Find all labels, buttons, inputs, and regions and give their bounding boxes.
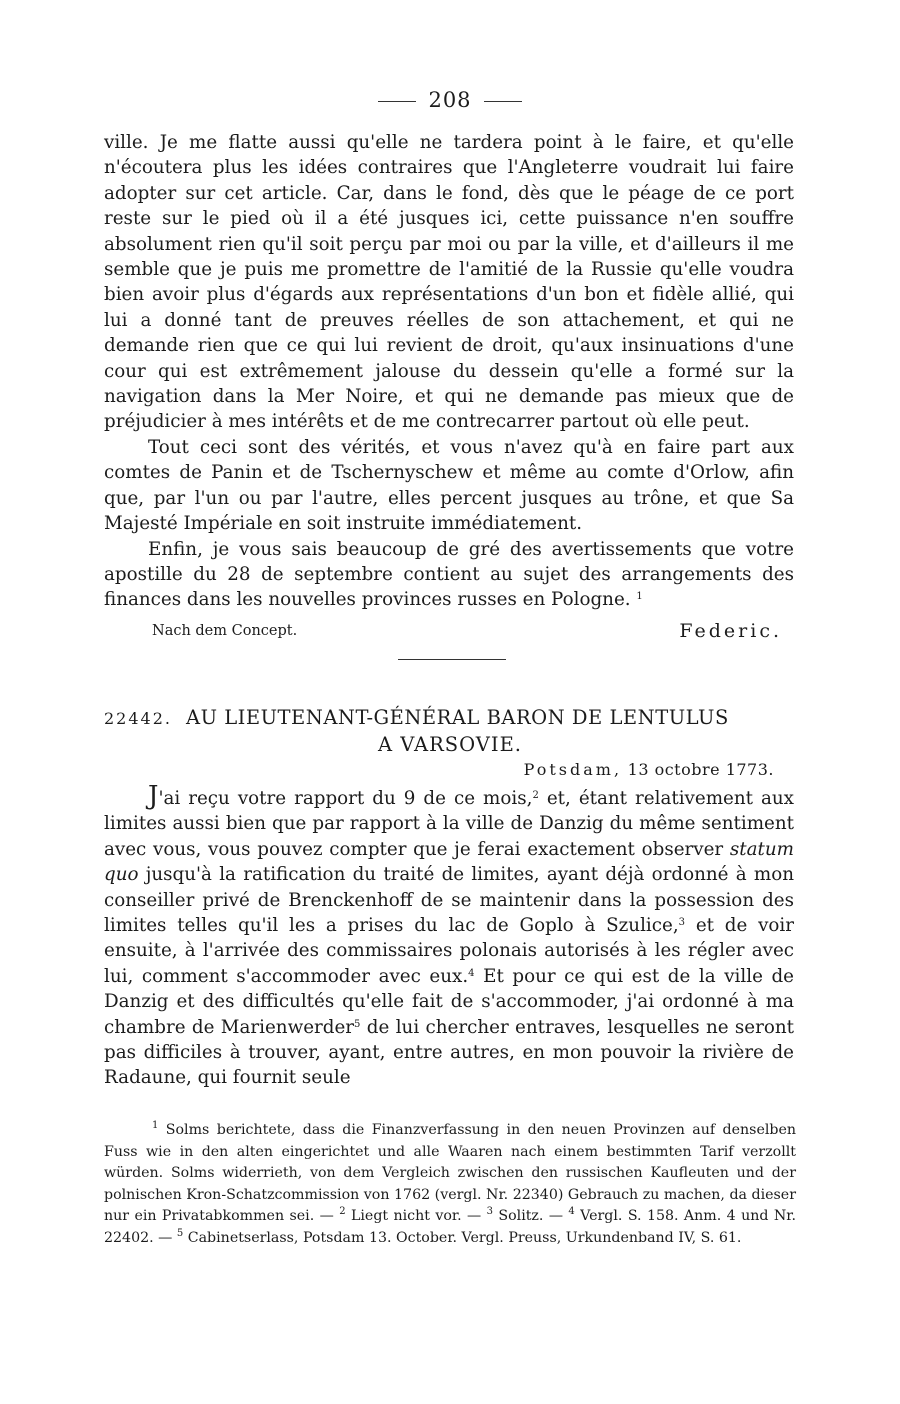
footnote-paragraph [104, 1120, 796, 1249]
recipient-line-1: AU LIEUTENANT-GÉNÉRAL BARON DE LENTULUS [185, 706, 729, 729]
text-run: 'ai reçu votre rapport du 9 de ce mois, [158, 788, 533, 809]
text-run: et, étant relativement aux limites aussi bien que par rapport à la ville de Danzig du même sentiment avec vous, vous pouvez compter que je ferai exactement observer [104, 788, 794, 860]
footnote-text: Cabinetserlass, Potsdam 13. October. Vergl. Preuss, Urkundenband IV, S. 61. [183, 1229, 742, 1246]
previous-letter-continuation [104, 130, 794, 613]
letter-heading [104, 706, 796, 756]
footnote-text: Liegt nicht vor. — [345, 1208, 487, 1224]
letter-body [104, 781, 794, 1091]
text-run: et de voir ensuite, à l'arrivée des commissaires polonais autorisés à les régler avec lui, comment s'accommoder avec eux. [104, 915, 794, 987]
paragraph: ville. Je me flatte aussi qu'elle ne tardera point à le faire, et qu'elle n'écoutera plus les idées contraires que l'Angleterre voudrait lui faire adopter sur cet article. Car, dans le fond, dès que le péage de ce port reste sur le pied où il a été jusques ici, cette puissance n'en souffre absolument rien qu'il soit perçu par moi ou par la ville, et d'ailleurs il me semble que je puis me promettre de l'amitié de la Russie qu'elle voudra bien avoir plus d'égards aux représentations d'un bon et fidèle allié, qui lui a donné tant de preuves réelles de son attachement, et qui ne demande rien que ce qui lui revient de droit, qu'aux insinuations d'une cour qui est extrêmement jalouse du dessein qu'elle a formé sur la navigation dans la Mer Noire, et qui ne demande pas mieux que de préjudicier à mes intérêts et de me contrecarrer partout où elle peut. [104, 132, 794, 433]
footnote-marker: 3 [678, 917, 686, 929]
initial-letter: J [148, 781, 159, 811]
signature: Federic. [679, 620, 782, 642]
header-dash-right [484, 101, 522, 102]
paragraph-text: Enfin, je vous sais beaucoup de gré des avertissements que votre apostille du 28 de septembre contient au sujet des arrangements des finances dans les nouvelles provinces russes en Pologne. [104, 538, 794, 611]
header-dash-left [378, 101, 416, 102]
text-run: jusqu'à la ratification du traité de limites, ayant déjà ordonné à mon conseiller privé de Brenckenhoff de se maintenir dans la possession des limites telles qu'il les a prises du lac de Goplo à Szulice, [104, 864, 794, 937]
footnote-text: Vergl. S. 158. Anm. 4 und Nr. 22402. — [104, 1208, 796, 1246]
recipient-line-2: A VARSOVIE. [377, 733, 523, 756]
closing-row [152, 620, 792, 644]
footnote-marker: 5 [354, 1018, 361, 1030]
source-note: Nach dem Concept. [152, 623, 298, 639]
footnote-text: Solitz. — [493, 1208, 569, 1224]
footnote-marker: 1 [152, 1120, 159, 1131]
text-run: Et pour ce qui est de la ville de Danzig et des difficultés qu'elle fait de s'accommoder, j'ai ordonné à ma chambre de Marienwerder [104, 965, 794, 1038]
footnotes [104, 1120, 796, 1249]
footnote-marker: 2 [532, 790, 539, 801]
text-run: de lui chercher entraves, lesquelles ne seront pas difficiles à trouver, ayant, entre autres, en mon pouvoir la rivière de Radaune, qui fournit seule [104, 1016, 794, 1089]
date: 13 octobre 1773. [627, 760, 774, 779]
heading-line-1 [104, 706, 796, 729]
footnote-marker: 2 [339, 1206, 346, 1217]
page-number: 208 [428, 88, 472, 112]
footnote-marker: 4 [468, 967, 475, 979]
footnote-marker: 3 [486, 1206, 493, 1217]
footnote-marker: 5 [176, 1227, 184, 1239]
place: Potsdam, [523, 760, 623, 779]
section-divider [398, 659, 506, 660]
paragraph [104, 537, 794, 613]
page-header [0, 88, 900, 112]
footnote-marker: 1 [636, 591, 643, 603]
letter-number: 22442. [104, 709, 172, 728]
paragraph: Tout ceci sont des vérités, et vous n'avez qu'à en faire part aux comtes de Panin et de Tschernyschew et même au comte d'Orlow, afin que, par l'un ou par l'autre, elles percent jusques au trône, et que Sa Majesté Impériale en soit instruite immédiatement. [104, 436, 794, 535]
place-date [524, 760, 774, 779]
footnote-text: Solms berichtete, dass die Finanzverfassung in den neuen Provinzen auf denselben Fuss wie in den alten eingerichtet und alle Waaren nach einem bestimmten Tarif verzollt würden. Solms widerrieth, von dem Vergleich zwischen den russischen Kaufleuten und der polnischen Kron-Schatzcommission von 1762 (vergl. Nr. 22340) Gebrauch zu machen, da dieser nur ein Privatabkommen sei. — [104, 1122, 796, 1224]
paragraph [104, 781, 794, 1091]
italic-phrase: statum quo [104, 838, 794, 886]
footnote-marker: 4 [568, 1206, 575, 1217]
